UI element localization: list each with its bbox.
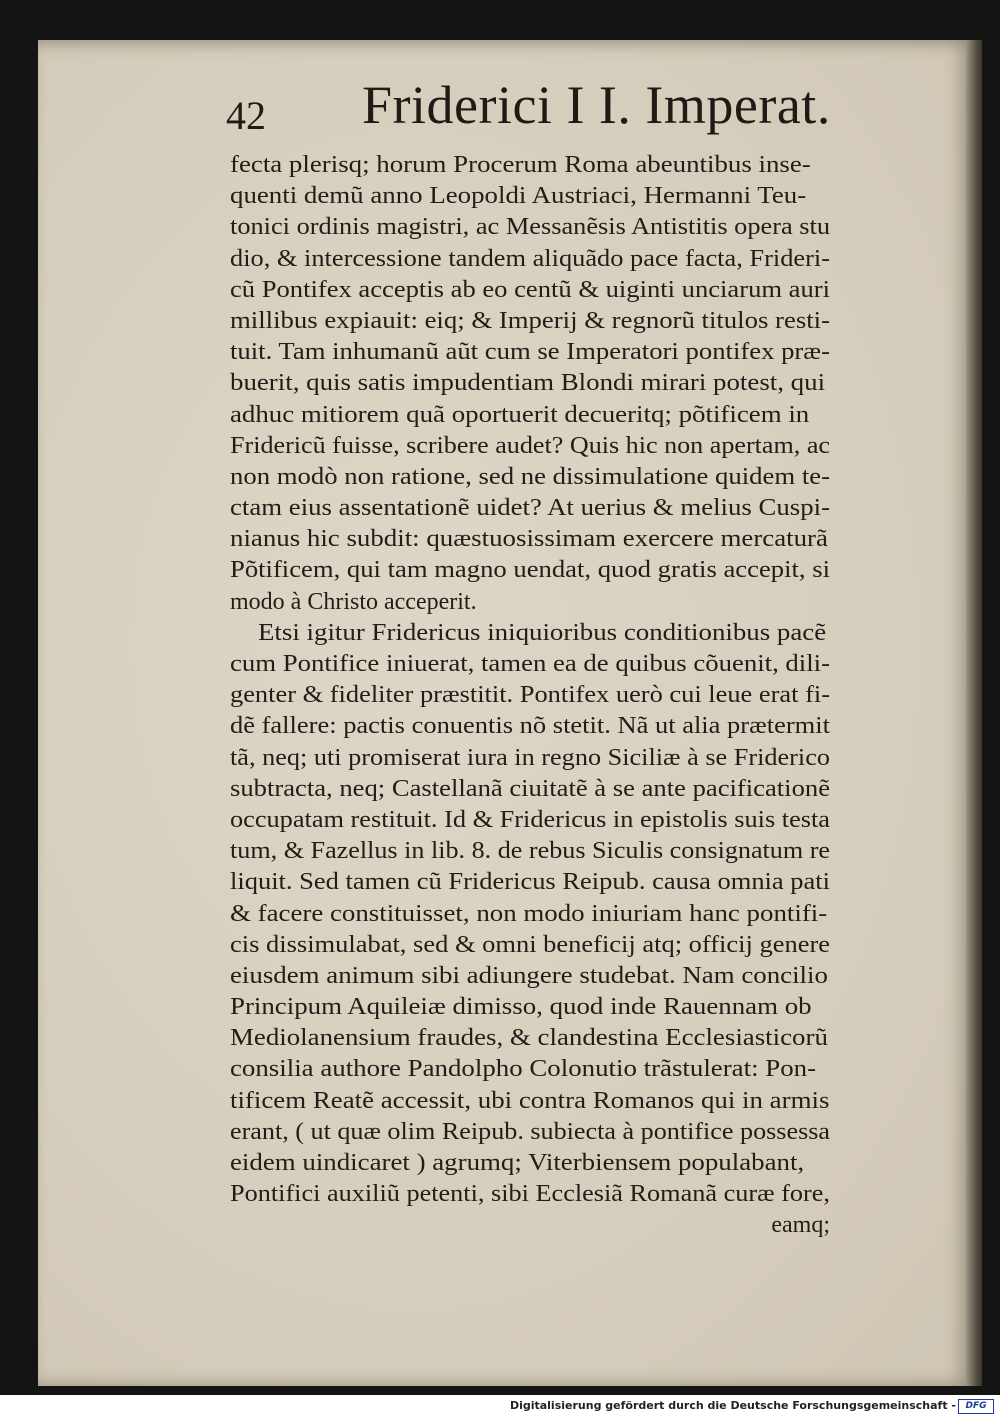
text-line: buerit, quis satis impudentiam Blondi mirari potest, qui xyxy=(230,370,826,397)
text-line: cũ Pontifex acceptis ab eo centũ & uiginti unciarum auri xyxy=(230,276,830,303)
body-text xyxy=(230,150,830,1242)
text-line: tã, neq; uti promiserat iura in regno Siciliæ à se Friderico xyxy=(230,744,830,771)
text-line: non modò non ratione, sed ne dissimulatione quidem te- xyxy=(230,463,830,490)
text-line: Pontifici auxiliũ petenti, sibi Ecclesiã Romanã curæ fore, xyxy=(230,1181,830,1208)
text-line: subtracta, neq; Castellanã ciuitatẽ à se ante pacificationẽ xyxy=(230,775,830,802)
text-line: modo à Christo acceperit. xyxy=(230,588,477,615)
text-line: cis dissimulabat, sed & omni beneficij atq; officij genere xyxy=(230,931,830,958)
digitization-credit: Digitalisierung gefördert durch die Deutsche Forschungsgemeinschaft - xyxy=(509,1399,956,1412)
page-number: 42 xyxy=(226,93,266,138)
text-line: tuit. Tam inhumanũ aũt cum se Imperatori pontifex præ- xyxy=(230,339,830,366)
paragraph-start-line: Etsi igitur Fridericus iniquioribus conditionibus pacẽ xyxy=(258,619,827,646)
text-line: quenti demũ anno Leopoldi Austriaci, Hermanni Teu- xyxy=(230,183,807,210)
text-line: erant, ( ut quæ olim Reipub. subiecta à pontifice possessa xyxy=(230,1118,830,1145)
text-line: & facere constituisset, non modo iniuriam hanc pontifi- xyxy=(230,900,828,927)
text-line: genter & fideliter præstitit. Pontifex uerò cui leue erat fi- xyxy=(230,682,830,709)
text-line: fecta plerisq; horum Procerum Roma abeuntibus inse- xyxy=(230,152,811,178)
text-line: dẽ fallere: pactis conuentis nõ stetit. Nã ut alia prætermit xyxy=(230,713,830,740)
catchword: eamq; xyxy=(771,1212,830,1239)
text-line: tificem Reatẽ accessit, ubi contra Romanos qui in armis xyxy=(230,1087,830,1114)
text-line: nianus hic subdit: quæstuosissimam exercere mercaturã xyxy=(230,526,828,553)
footer-bar xyxy=(0,1395,1000,1417)
text-line: Fridericũ fuisse, scribere audet? Quis hic non apertam, ac xyxy=(230,432,830,459)
text-line: consilia authore Pandolpho Colonutio trãstulerat: Pon- xyxy=(230,1056,817,1083)
page-header xyxy=(226,74,831,144)
text-line: eidem uindicaret ) agrumq; Viterbiensem populabant, xyxy=(230,1150,805,1176)
text-line: ctam eius assentationẽ uidet? At uerius & melius Cuspi- xyxy=(230,495,830,522)
text-line: occupatam restituit. Id & Fridericus in epistolis suis testa xyxy=(230,806,830,833)
text-line: cum Pontifice iniuerat, tamen ea de quibus cõuenit, dili- xyxy=(230,651,830,677)
text-line: Põtificem, qui tam magno uendat, quod gratis accepit, si xyxy=(230,557,830,584)
text-line: dio, & intercessione tandem aliquãdo pace facta, Frideri- xyxy=(230,245,830,272)
dfg-logo: DFG xyxy=(958,1399,994,1414)
text-line: liquit. Sed tamen cũ Fridericus Reipub. causa omnia pati xyxy=(230,869,830,896)
text-line: millibus expiauit: eiq; & Imperij & regnorũ titulos resti- xyxy=(230,307,831,334)
text-line: tonici ordinis magistri, ac Messanẽsis Antistitis opera stu xyxy=(230,214,830,241)
running-title: Friderici I I. Imperat. xyxy=(362,75,831,135)
text-line: Principum Aquileiæ dimisso, quod inde Rauennam ob xyxy=(230,994,812,1021)
page-edge-shadow xyxy=(966,40,982,1386)
text-line: eiusdem animum sibi adiungere studebat. Nam concilio xyxy=(230,962,828,989)
text-line: Mediolanensium fraudes, & clandestina Ecclesiasticorũ xyxy=(230,1025,828,1052)
text-line: adhuc mitiorem quã oportuerit decueritq; põtificem in xyxy=(230,401,810,428)
text-line: tum, & Fazellus in lib. 8. de rebus Siculis consignatum re xyxy=(230,838,830,865)
